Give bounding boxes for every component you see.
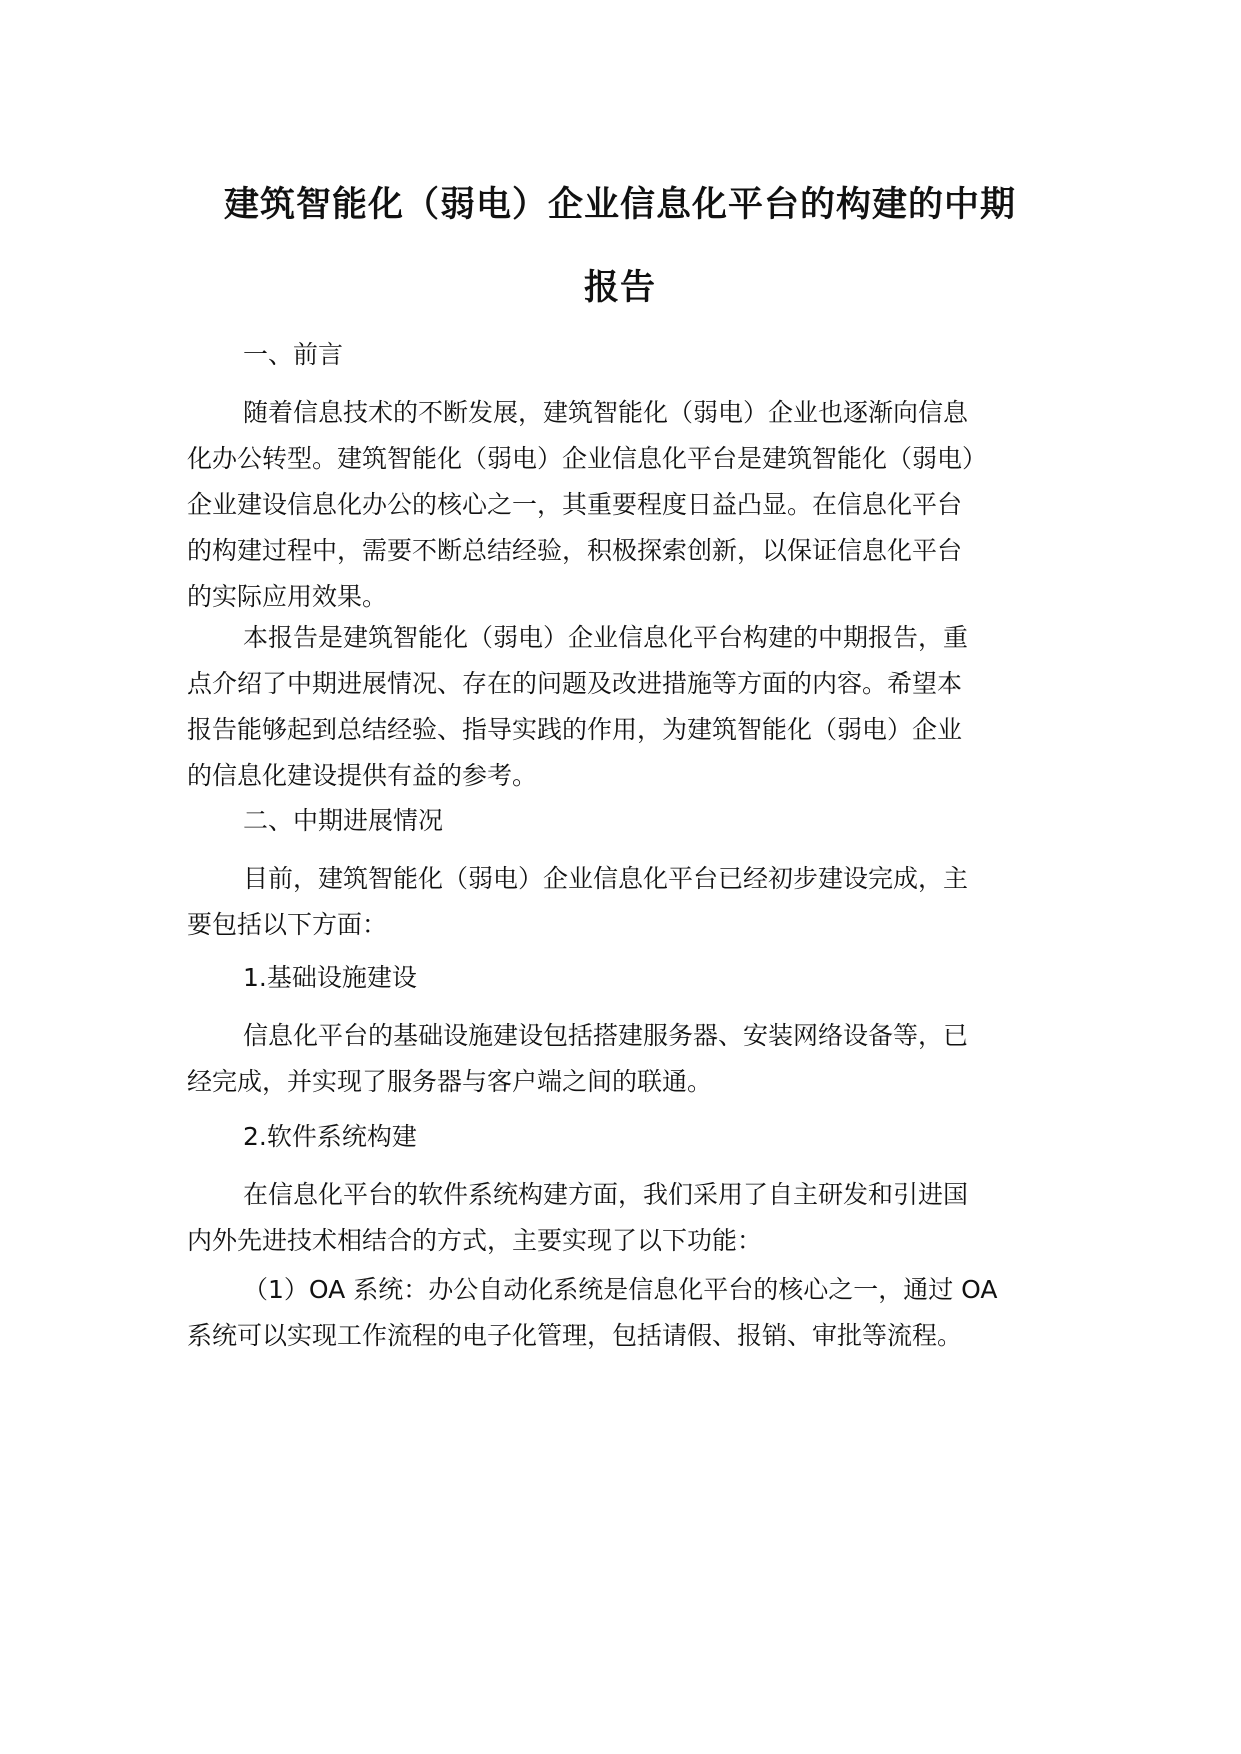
paragraph-line: 企业建设信息化办公的核心之一，其重要程度日益凸显。在信息化平台: [187, 490, 963, 519]
paragraph-line: 经完成，并实现了服务器与客户端之间的联通。: [187, 1067, 713, 1096]
heading-text: 2.软件系统构建: [243, 1122, 417, 1151]
document-title-line-2: 报告: [583, 268, 656, 308]
paragraph-software: [187, 1172, 1117, 1264]
paragraph-oa-system: [187, 1267, 1117, 1359]
paragraph-preface-2: [187, 615, 1117, 799]
paragraph-line: 报告能够起到总结经验、指导实践的作用，为建筑智能化（弱电）企业: [187, 715, 963, 744]
heading-text: 二、中期进展情况: [243, 806, 444, 835]
document-title-line-1: 建筑智能化（弱电）企业信息化平台的构建的中期: [223, 185, 1016, 225]
paragraph-line: 内外先进技术相结合的方式，主要实现了以下功能：: [187, 1226, 763, 1255]
paragraph-line: 要包括以下方面：: [187, 910, 388, 939]
paragraph-line: 的构建过程中，需要不断总结经验，积极探索创新，以保证信息化平台: [187, 536, 963, 565]
paragraph-line: 目前，建筑智能化（弱电）企业信息化平台已经初步建设完成，主: [243, 864, 969, 893]
paragraph-line: 的实际应用效果。: [187, 582, 388, 611]
section-heading-preface: [187, 332, 1117, 378]
paragraph-line: 的信息化建设提供有益的参考。: [187, 761, 538, 790]
paragraph-line: （1）OA 系统：办公自动化系统是信息化平台的核心之一，通过 OA: [243, 1275, 998, 1304]
subheading-infrastructure: [187, 955, 1117, 1001]
paragraph-infrastructure: [187, 1013, 1117, 1105]
section-heading-progress: [187, 798, 1117, 844]
paragraph-line: 随着信息技术的不断发展，建筑智能化（弱电）企业也逐渐向信息: [243, 398, 969, 427]
paragraph-preface-1: [187, 390, 1117, 620]
paragraph-line: 点介绍了中期进展情况、存在的问题及改进措施等方面的内容。希望本: [187, 669, 963, 698]
paragraph-progress-intro: [187, 856, 1117, 948]
heading-text: 一、前言: [243, 340, 344, 369]
paragraph-line: 系统可以实现工作流程的电子化管理，包括请假、报销、审批等流程。: [187, 1321, 963, 1350]
paragraph-line: 信息化平台的基础设施建设包括搭建服务器、安装网络设备等，已: [243, 1021, 969, 1050]
paragraph-line: 本报告是建筑智能化（弱电）企业信息化平台构建的中期报告，重: [243, 623, 969, 652]
heading-text: 1.基础设施建设: [243, 963, 417, 992]
subheading-software: [187, 1114, 1117, 1160]
paragraph-line: 在信息化平台的软件系统构建方面，我们采用了自主研发和引进国: [243, 1180, 969, 1209]
paragraph-line: 化办公转型。建筑智能化（弱电）企业信息化平台是建筑智能化（弱电）: [187, 444, 988, 473]
